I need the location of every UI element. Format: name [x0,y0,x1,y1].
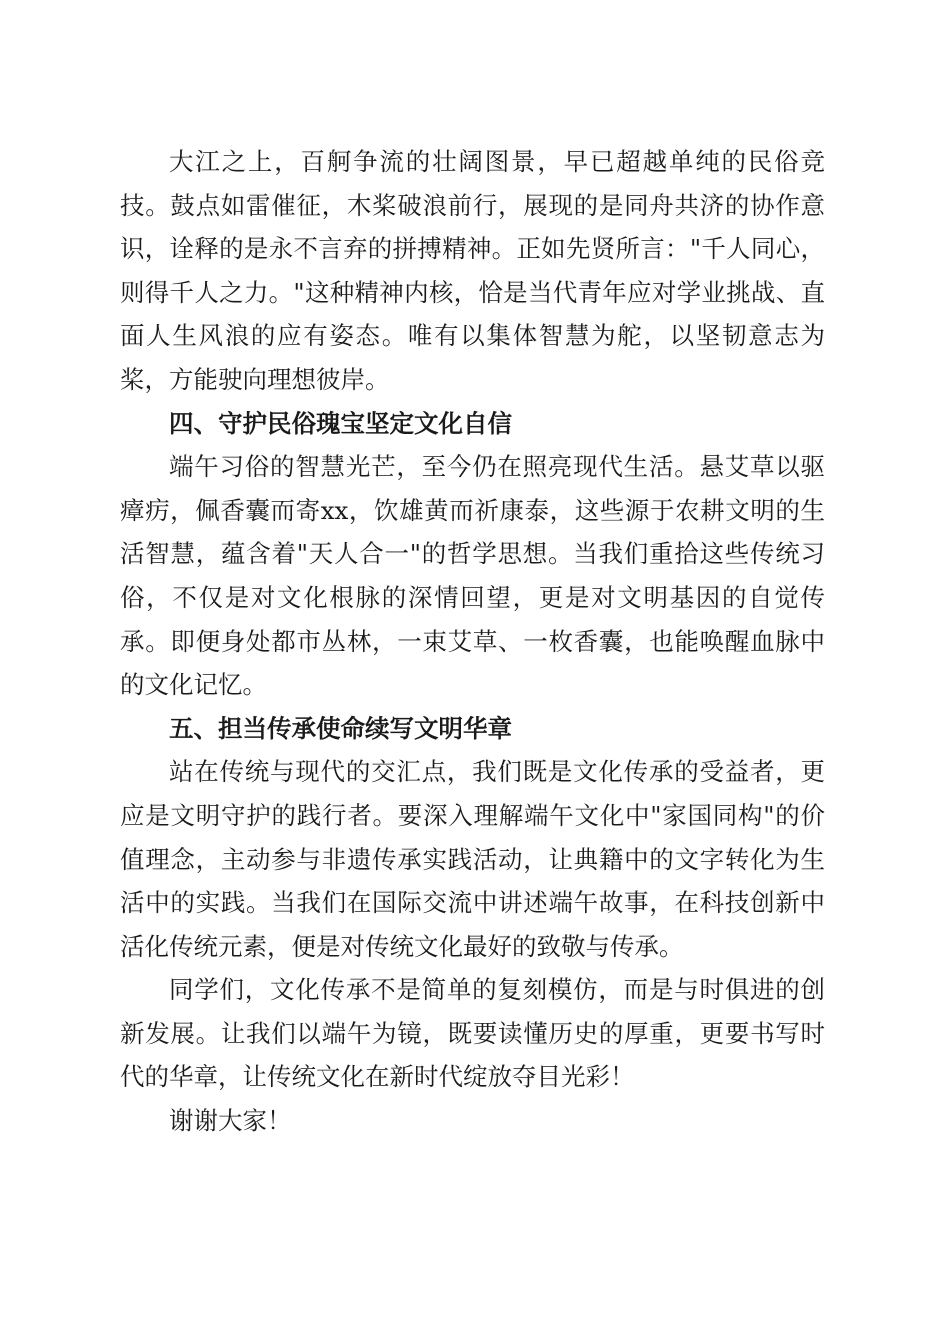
paragraph-folk-customs: 端午习俗的智慧光芒，至今仍在照亮现代生活。悬艾草以驱瘴疠，佩香囊而寄xx，饮雄黄而祈康泰，这些源于农耕文明的生活智慧，蕴含着"天人合一"的哲学思想。当我们重拾这些传统习俗，不仅是对文化根脉的深情回望，更是对文明基因的自觉传承。即便身处都市丛林，一束艾草、一枚香囊，也能唤醒血脉中的文化记忆。 [120,452,825,700]
closing-thanks: 谢谢大家！ [169,1106,292,1136]
section-heading-4: 四、守护民俗瑰宝坚定文化自信 [169,408,512,438]
paragraph-dragon-boat-spirit: 大江之上，百舸争流的壮阔图景，早已超越单纯的民俗竞技。鼓点如雷催征，木桨破浪前行，展现的是同舟共济的协作意识，诠释的是永不言弃的拼搏精神。正如先贤所言："千人同心，则得千人之力。"这种精神内核，恰是当代青年应对学业挑战、直面人生风浪的应有姿态。唯有以集体智慧为舵，以坚韧意志为桨，方能驶向理想彼岸。 [120,147,825,394]
document-body [120,140,825,1143]
paragraph-call-to-students: 同学们，文化传承不是简单的复刻模仿，而是与时俱进的创新发展。让我们以端午为镜，既要读懂历史的厚重，更要书写时代的华章，让传统文化在新时代绽放夺目光彩！ [120,975,825,1092]
section-heading-5: 五、担当传承使命续写文明华章 [169,713,512,743]
paragraph-inheritance-mission: 站在传统与现代的交汇点，我们既是文化传承的受益者，更应是文明守护的践行者。要深入理解端午文化中"家国同构"的价值理念，主动参与非遗传承实践活动，让典籍中的文字转化为生活中的实践。当我们在国际交流中讲述端午故事，在科技创新中活化传统元素，便是对传统文化最好的致敬与传承。 [120,757,825,961]
